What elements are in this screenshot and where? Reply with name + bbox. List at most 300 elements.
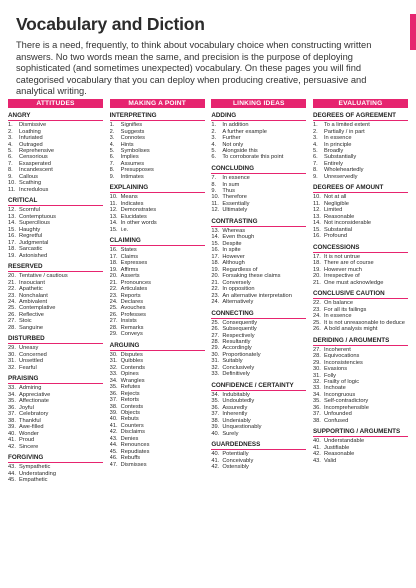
item-number: 13. [8,213,16,220]
item-number: 3. [211,135,217,142]
item-number: 25. [312,319,321,326]
item-text: Conversely [222,279,251,286]
item-text: Counters [120,422,144,429]
item-number: 14. [109,220,118,227]
item-number: 41. [8,437,16,444]
item-text: Reasonable [323,213,355,220]
item-text: Valid [323,457,337,464]
item-number: 4. [8,141,13,148]
item-number: 29. [109,331,118,338]
item-number: 1. [211,122,217,129]
section [110,112,205,180]
item-number: 6. [109,154,115,161]
item-text: Rebuts [120,416,139,423]
item-text: To a limited extent [323,122,370,129]
list-item [110,462,205,468]
item-number: 24. [8,298,16,305]
item-text: However much [323,266,362,273]
list-item [8,187,103,193]
item-text: Reports [120,292,141,299]
item-text: Undeniably [222,417,251,424]
list-item [110,174,205,180]
item-text: Limited [323,207,343,214]
item-number: 35. [211,398,220,405]
item-text: Awe-filled [19,424,44,431]
section-title: CONFIDENCE / CERTAINTY [211,382,306,391]
item-text: In spite [222,247,241,254]
section [8,112,103,193]
item-text: Insouciant [19,279,45,286]
item-text: In essence [323,313,352,320]
item-text: Not inconsiderable [323,220,372,227]
item-number: 38. [211,417,220,424]
list-item [313,326,408,332]
item-number: 12. [312,207,321,214]
section [110,237,205,337]
item-text: Fearful [19,364,37,371]
item-text: Expresses [120,260,148,267]
item-text: Not at all [323,194,347,201]
item-text: It is not unreasonable to deduce [323,319,405,326]
list-item [211,154,306,160]
item-number: 32. [109,364,118,371]
item-number: 1. [8,122,13,129]
item-number: 17. [211,253,220,260]
item-text: Sincere [19,443,39,450]
item-number: 12. [109,207,118,214]
item-text: Further [222,135,241,142]
item-text: Hints [120,141,134,148]
item-number: 3. [109,135,115,142]
section-title: INTERPRETING [110,112,205,121]
item-number: 29. [211,345,220,352]
item-text: A further example [222,128,267,135]
item-number: 8. [8,167,13,174]
item-number: 31. [312,372,321,379]
item-text: Judgmental [19,239,49,246]
item-number: 8. [211,181,217,188]
list-item [8,444,103,450]
item-text: Affectionate [19,398,49,405]
item-number: 18. [211,260,220,267]
item-number: 14. [312,220,321,227]
item-number: 40. [312,438,321,445]
item-text: In essence [222,175,250,182]
section [211,112,306,161]
item-number: 37. [312,411,321,418]
section-title: ADDING [211,112,306,121]
item-number: 28. [312,353,321,360]
item-number: 15. [109,226,118,233]
item-number: 30. [312,366,321,373]
item-number: 45. [8,477,16,484]
item-text: Not only [222,141,244,148]
item-number: 2. [312,128,318,135]
item-text: Supercilious [19,220,50,227]
item-text: However [222,253,245,260]
item-text: Substantially [323,154,357,161]
item-number: 30. [109,351,118,358]
item-text: Incoherent [323,346,351,353]
item-text: Disputes [120,351,143,358]
item-number: 41. [312,444,321,451]
item-text: Nonchalant [19,292,48,299]
item-number: 24. [109,298,118,305]
item-text: Celebratory [19,411,49,418]
item-number: 7. [211,175,217,182]
item-text: Loathing [19,128,41,135]
item-number: 42. [109,429,118,436]
item-number: 2. [109,128,115,135]
item-text: Contemplative [19,305,56,312]
item-text: Wonder [19,430,39,437]
item-text: Unquestionably [222,424,262,431]
item-number: 24. [312,313,321,320]
item-number: 20. [312,273,321,280]
item-text: Contests [120,403,144,410]
item-text: Affirms [120,266,139,273]
item-text: Presupposes [120,167,154,174]
item-number: 46. [109,455,118,462]
item-number: 20. [8,273,16,280]
item-text: Apathetic [19,286,43,293]
list-item [313,174,408,180]
item-text: Repudiates [120,448,150,455]
item-text: Equivocations [323,353,360,360]
section [8,375,103,450]
section [211,382,306,437]
item-text: Scathing [19,180,42,187]
item-number: 26. [312,326,321,333]
item-text: Alongside this [222,148,258,154]
item-number: 44. [109,442,118,449]
item-text: Although [222,260,245,267]
section [8,335,103,371]
item-number: 33. [8,385,16,392]
item-text: Consequently [222,319,258,326]
item-number: 40. [109,416,118,423]
item-text: Thus [222,188,235,194]
item-number: 38. [312,417,321,424]
item-number: 12. [211,207,220,214]
item-number: 23. [312,306,321,313]
item-number: 33. [312,385,321,392]
column-header: ATTITUDES [8,99,103,108]
section [313,337,408,424]
item-number: 1. [312,122,318,129]
item-number: 30. [211,351,220,358]
item-number: 13. [211,228,220,234]
item-number: 34. [211,391,220,398]
section [313,290,408,332]
item-text: Dismisses [120,461,147,468]
item-number: 5. [109,148,115,154]
item-text: In principle [323,141,352,148]
item-text: i.e. [120,226,129,233]
item-number: 33. [109,371,118,378]
item-number: 40. [211,451,220,458]
item-number: 43. [109,435,118,442]
item-number: 5. [211,148,217,154]
item-number: 47. [109,461,118,468]
item-text: Potentially [222,451,249,458]
item-text: Conceivably [222,457,254,464]
item-text: Contemptuous [19,213,56,220]
section [313,112,408,180]
item-text: Conveys [120,331,143,338]
item-text: Substantial [323,226,353,233]
section-title: SUPPORTING / ARGUMENTS [313,428,408,437]
item-number: 18. [312,260,321,267]
item-text: On balance [323,300,354,307]
item-number: 44. [8,470,16,477]
item-number: 17. [109,253,118,260]
item-number: 2. [211,128,217,135]
item-text: Broadly [323,148,344,154]
item-number: 10. [312,194,321,201]
item-text: Forsaking these claims [222,273,281,280]
item-text: Despite [222,240,242,247]
item-text: Implies [120,154,139,161]
section-title: FORGIVING [8,454,103,463]
item-number: 26. [109,311,118,318]
item-number: 21. [211,279,220,286]
item-number: 42. [8,443,16,450]
item-number: 3. [8,135,13,142]
item-text: Assumes [120,160,145,167]
item-text: Sanguine [19,324,44,331]
item-text: Ultimately [222,207,248,214]
item-number: 15. [211,240,220,247]
item-number: 34. [312,391,321,398]
item-text: Astonished [19,252,48,259]
item-text: Proud [19,437,35,444]
item-text: Subsequently [222,326,257,333]
item-text: Irrespective of [323,273,360,280]
item-text: Demonstrates [120,207,157,214]
item-text: Exasperated [19,160,51,167]
item-text: Incandescent [19,167,53,174]
item-text: Intimates [120,173,144,180]
item-number: 2. [8,128,13,135]
item-text: Alternatively [222,298,254,305]
list-item [8,365,103,371]
item-number: 34. [8,391,16,398]
item-text: Outraged [19,141,43,148]
column-evaluating [313,99,408,584]
item-text: Concerned [19,351,47,358]
item-number: 31. [8,358,16,365]
item-number: 42. [312,451,321,458]
item-number: 36. [8,404,16,411]
item-text: Understandable [323,438,365,445]
item-text: Denies [120,435,139,442]
item-text: Suitably [222,358,243,365]
item-text: Wrangles [120,377,145,384]
item-text: Articulates [120,286,148,293]
item-text: Insists [120,318,137,325]
page-edge-tab [410,14,416,50]
item-number: 37. [211,411,220,418]
item-text: Symbolises [120,148,150,154]
item-text: Inconsistencies [323,359,363,366]
section-title: ARGUING [110,342,205,351]
item-number: 25. [109,305,118,312]
item-number: 28. [109,324,118,331]
item-number: 11. [109,200,118,207]
item-text: It is not untrue [323,253,361,260]
item-text: Reflective [19,311,44,318]
section-title: RESERVED [8,263,103,272]
item-number: 40. [211,430,220,437]
item-text: Reprehensive [19,148,55,154]
item-number: 45. [109,448,118,455]
item-number: 28. [211,338,220,345]
item-text: Reasonable [323,451,355,458]
item-number: 4. [211,141,217,148]
section-title: CONCLUSIVE CAUTION [313,290,408,299]
item-text: A bold analysis might [323,326,378,333]
item-text: Proportionately [222,351,261,358]
item-number: 15. [8,226,16,233]
item-number: 9. [312,173,318,180]
section [8,263,103,331]
item-text: Asserts [120,273,140,280]
item-number: 16. [211,247,220,254]
item-text: Renounces [120,442,150,449]
item-text: Justifiable [323,444,350,451]
section [211,218,306,305]
item-text: In addition [222,122,249,129]
item-number: 27. [211,332,220,339]
item-number: 7. [8,160,13,167]
item-text: Stoic [19,318,32,325]
item-number: 17. [8,239,16,246]
item-text: Incredulous [19,186,49,193]
item-text: In sum [222,181,240,188]
item-text: Whereas [222,228,246,234]
list-item [313,418,408,424]
item-number: 11. [211,200,219,207]
item-text: Incomprehensible [323,404,369,411]
section-title: CONCESSIONS [313,244,408,253]
item-number: 19. [312,266,321,273]
item-text: Ambivalent [19,298,48,305]
item-text: Infuriated [19,135,43,142]
column-header: MAKING A POINT [110,99,205,108]
item-text: Censorious [19,154,48,161]
item-text: Inherently [222,411,248,418]
item-text: Inchoate [323,385,346,392]
item-number: 27. [109,318,118,325]
section-title: PRAISING [8,375,103,384]
item-text: Wholeheartedly [323,167,364,174]
section-title: CONTRASTING [211,218,306,227]
item-text: Declares [120,298,144,305]
item-text: Incongruous [323,391,356,398]
section-title: CLAIMING [110,237,205,246]
item-number: 37. [109,397,118,404]
section-title: DISTURBED [8,335,103,344]
item-text: Accordingly [222,345,252,352]
item-text: Dismissive [19,122,47,129]
item-text: Professes [120,311,146,318]
item-text: Suggests [120,128,145,135]
item-number: 29. [8,345,16,352]
item-text: One must acknowledge [323,279,384,286]
item-text: Opines [120,371,139,378]
item-text: Resultantly [222,338,251,345]
item-number: 31. [109,358,118,365]
item-number: 41. [211,457,220,464]
item-number: 6. [211,154,217,161]
item-number: 25. [8,305,16,312]
item-number: 6. [8,154,13,161]
item-number: 8. [312,167,318,174]
section-title: CONNECTING [211,310,306,319]
list-item [313,233,408,239]
item-number: 9. [109,173,115,180]
item-number: 14. [8,220,16,227]
item-number: 35. [109,384,118,391]
section-title: DERIDING / ARGUMENTS [313,337,408,346]
item-number: 38. [8,417,16,424]
item-number: 17. [312,253,321,260]
list-item [313,458,408,464]
section-title: CRITICAL [8,197,103,206]
item-number: 19. [8,252,16,259]
item-text: In opposition [222,286,255,293]
item-number: 13. [109,213,118,220]
list-item [8,253,103,259]
item-number: 22. [211,286,220,293]
item-number: 43. [312,457,321,464]
list-item [211,371,306,377]
item-text: Uneasy [19,345,39,352]
item-text: Remarks [120,324,144,331]
item-text: Appreciative [19,391,51,398]
item-number: 21. [312,279,321,286]
item-text: Haughty [19,226,41,233]
section [8,454,103,483]
item-text: Profound [323,233,348,240]
item-text: Sarcastic [19,246,43,253]
item-number: 18. [8,246,16,253]
item-text: Surely [222,430,239,437]
item-number: 4. [312,141,318,148]
column-header: LINKING IDEAS [211,99,306,108]
item-number: 39. [211,424,220,431]
item-text: Respectively [222,332,255,339]
item-text: Indicates [120,200,144,207]
item-text: Tentative / cautious [19,273,68,280]
column-linking-ideas [211,99,306,584]
item-number: 22. [312,300,321,307]
item-text: Unsettled [19,358,44,365]
item-number: 16. [8,233,16,240]
item-number: 25. [211,319,220,326]
item-number: 8. [109,167,115,174]
item-number: 32. [312,378,321,385]
item-text: Sympathetic [19,464,51,471]
item-text: Refutes [120,384,141,391]
item-number: 22. [109,286,118,293]
item-text: Retorts [120,397,139,404]
item-number: 31. [211,358,220,365]
item-text: Entirely [323,160,343,167]
item-number: 9. [211,188,217,194]
item-text: Callous [19,173,38,180]
